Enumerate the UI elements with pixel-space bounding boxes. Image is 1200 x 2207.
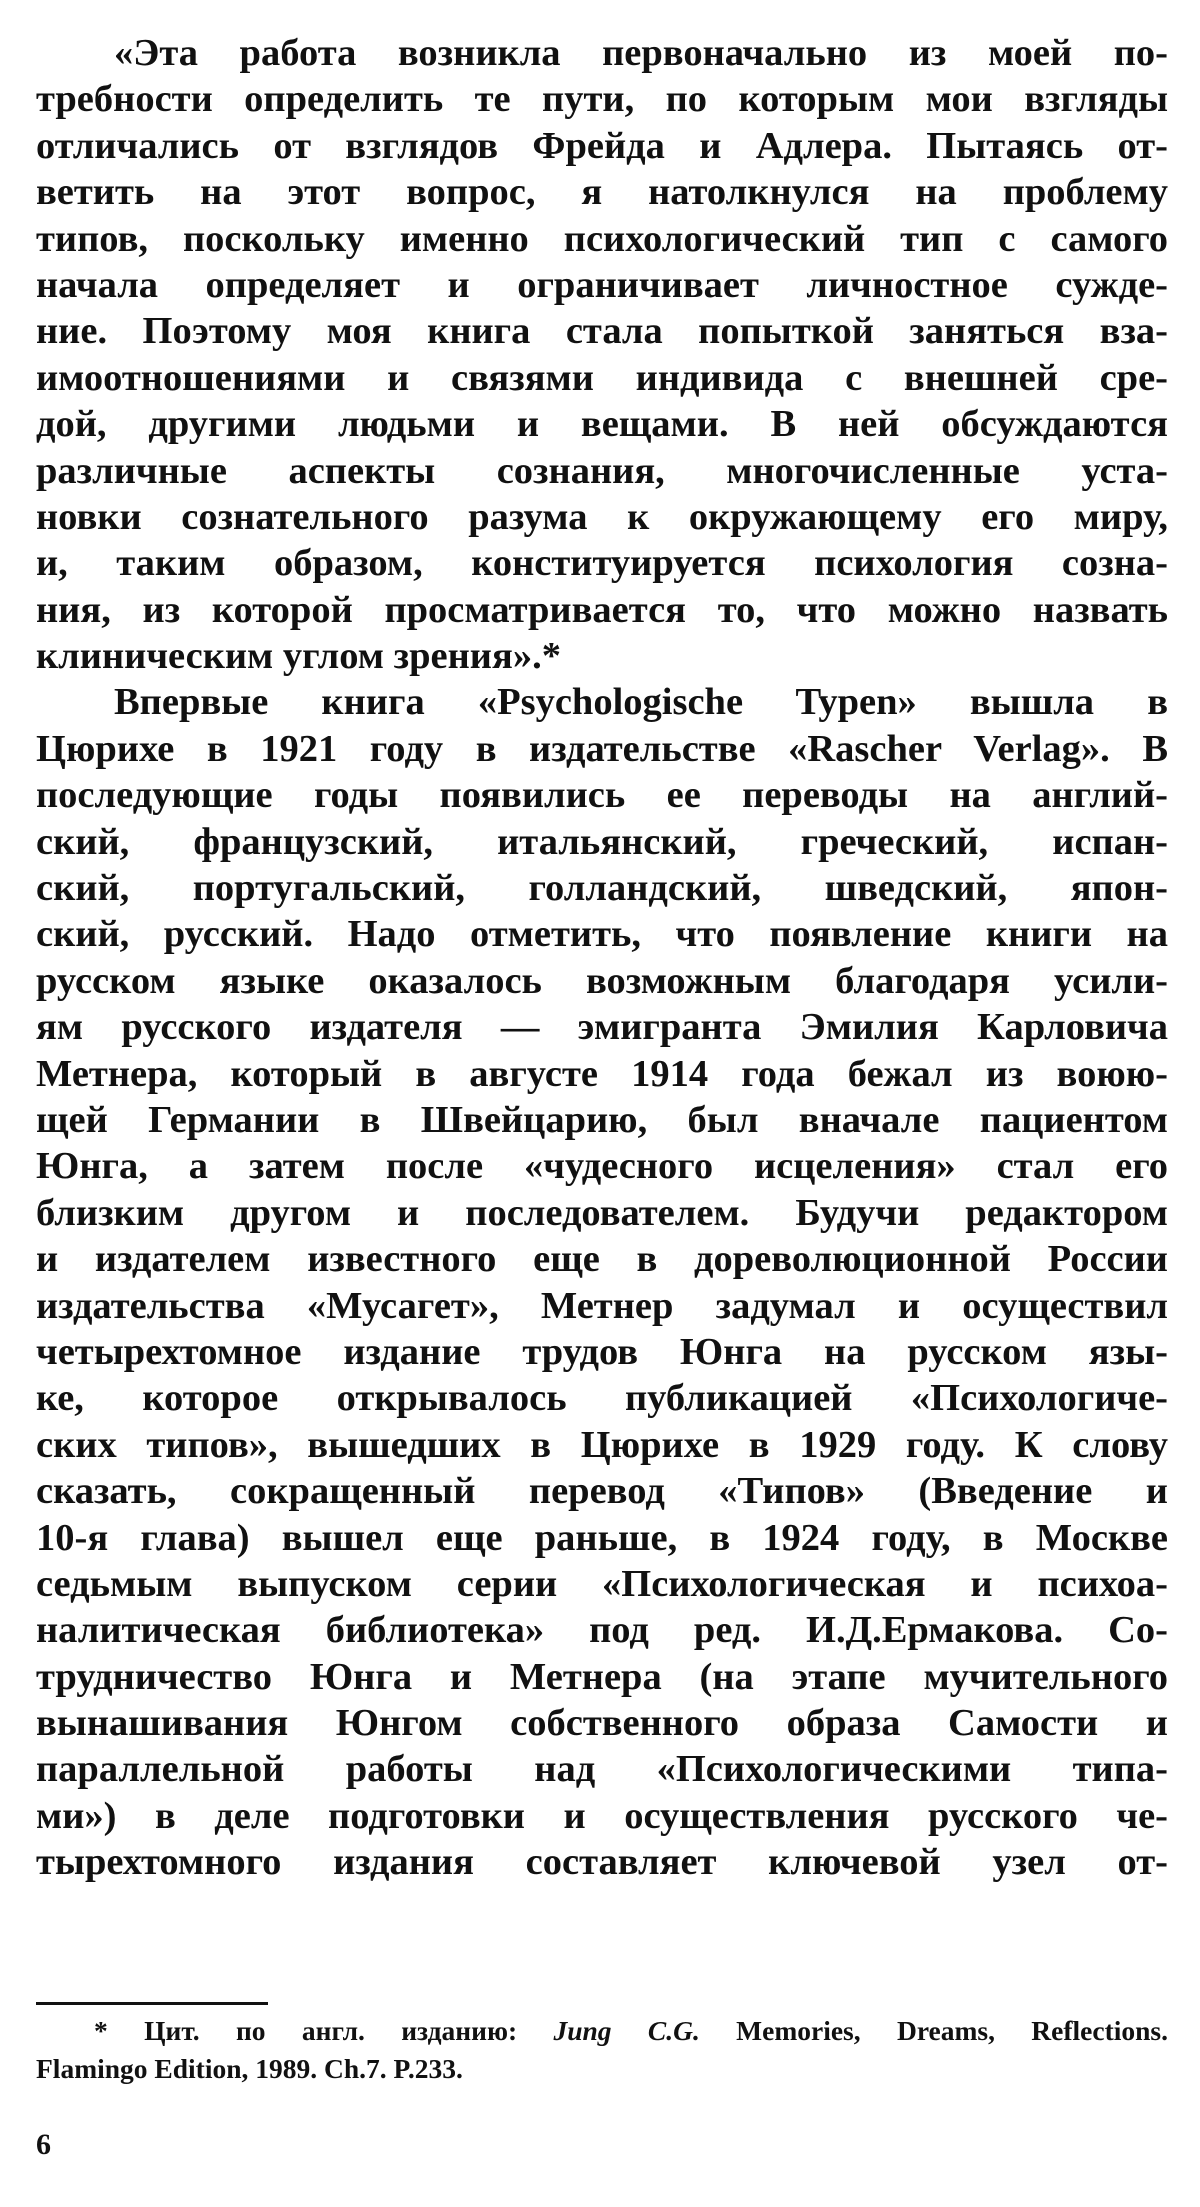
text-line: налитическая библиотека» под ред. И.Д.Ермакова. Со- <box>36 1609 1168 1652</box>
text-line: вынашивания Юнгом собственного образа Самости и <box>36 1702 1168 1745</box>
text-line: клиническим углом зрения».* <box>36 635 561 678</box>
footnote-divider <box>36 2002 268 2005</box>
text-line: «Эта работа возникла первоначально из моей по- <box>114 32 1168 74</box>
footnote-line: Flamingo Edition, 1989. Ch.7. P.233. <box>36 2053 463 2084</box>
text-line: ния, из которой просматривается то, что можно назвать <box>36 588 1168 631</box>
text-line: ский, португальский, голландский, шведский, япон- <box>36 867 1168 910</box>
text-line: трудничество Юнга и Метнера (на этапе мучительного <box>36 1655 1168 1698</box>
footnote-title: Memories, Dreams, Reflections. <box>699 2015 1168 2046</box>
text-line: ский, русский. Надо отметить, что появление книги на <box>36 913 1168 956</box>
text-line: Метнера, который в августе 1914 года бежал из воюю- <box>36 1052 1168 1095</box>
text-line: Юнга, а затем после «чудесного исцеления» стал его <box>36 1145 1168 1188</box>
text-line: последующие годы появились ее переводы на англий- <box>36 774 1168 817</box>
text-line: дой, другими людьми и вещами. В ней обсуждаются <box>36 403 1168 446</box>
text-line: 10-я глава) вышел еще раньше, в 1924 году, в Москве <box>36 1516 1168 1559</box>
text-line: параллельной работы над «Психологическими типа- <box>36 1748 1168 1791</box>
text-line: ке, которое открывалось публикацией «Психологиче- <box>36 1377 1168 1420</box>
text-line: щей Германии в Швейцарию, был вначале пациентом <box>36 1098 1168 1141</box>
text-line: требности определить те пути, по которым мои взгляды <box>36 78 1168 121</box>
text-line: издательства «Мусагет», Метнер задумал и осуществил <box>36 1284 1168 1327</box>
text-line: Впервые книга «Psychologische Typen» вышла в <box>114 681 1168 724</box>
text-line: ям русского издателя — эмигранта Эмилия Карловича <box>36 1006 1168 1049</box>
text-line: четырехтомное издание трудов Юнга на русском язы- <box>36 1330 1168 1373</box>
text-line: начала определяет и ограничивает личностное сужде- <box>36 263 1168 306</box>
text-line: и, таким образом, конституируется психология созна- <box>36 542 1168 585</box>
text-line: ветить на этот вопрос, я натолкнулся на проблему <box>36 171 1168 214</box>
footnote-line <box>36 2012 1168 2050</box>
text-line: отличались от взглядов Фрейда и Адлера. Пытаясь от- <box>36 124 1168 167</box>
text-line: седьмым выпуском серии «Психологическая и психоа- <box>36 1562 1168 1605</box>
text-line: и издателем известного еще в дореволюционной России <box>36 1238 1168 1281</box>
text-line: ских типов», вышедших в Цюрихе в 1929 году. К слову <box>36 1423 1168 1466</box>
text-line: сказать, сокращенный перевод «Типов» (Введение и <box>36 1470 1168 1513</box>
text-line: тырехтомного издания составляет ключевой узел от- <box>36 1841 1168 1884</box>
text-line: различные аспекты сознания, многочисленные уста- <box>36 449 1168 492</box>
text-line: новки сознательного разума к окружающему его миру, <box>36 495 1168 538</box>
main-text <box>36 30 1168 1886</box>
text-line: Цюрихе в 1921 году в издательстве «Rascher Verlag». В <box>36 727 1168 770</box>
text-line: ми») в деле подготовки и осуществления русского че- <box>36 1794 1168 1837</box>
text-line: близким другом и последователем. Будучи редактором <box>36 1191 1168 1234</box>
text-line: типов, поскольку именно психологический тип с самого <box>36 217 1168 260</box>
page-number: 6 <box>36 2128 51 2161</box>
footnote <box>36 2012 1168 2088</box>
text-line: имоотношениями и связями индивида с внешней сре- <box>36 356 1168 399</box>
text-line: ние. Поэтому моя книга стала попыткой заняться вза- <box>36 310 1168 353</box>
footnote-author: Jung C.G. <box>553 2015 700 2046</box>
text-line: русском языке оказалось возможным благодаря усили- <box>36 959 1168 1002</box>
text-line: ский, французский, итальянский, греческий, испан- <box>36 820 1168 863</box>
footnote-prefix: * Цит. по англ. изданию: <box>94 2015 554 2046</box>
